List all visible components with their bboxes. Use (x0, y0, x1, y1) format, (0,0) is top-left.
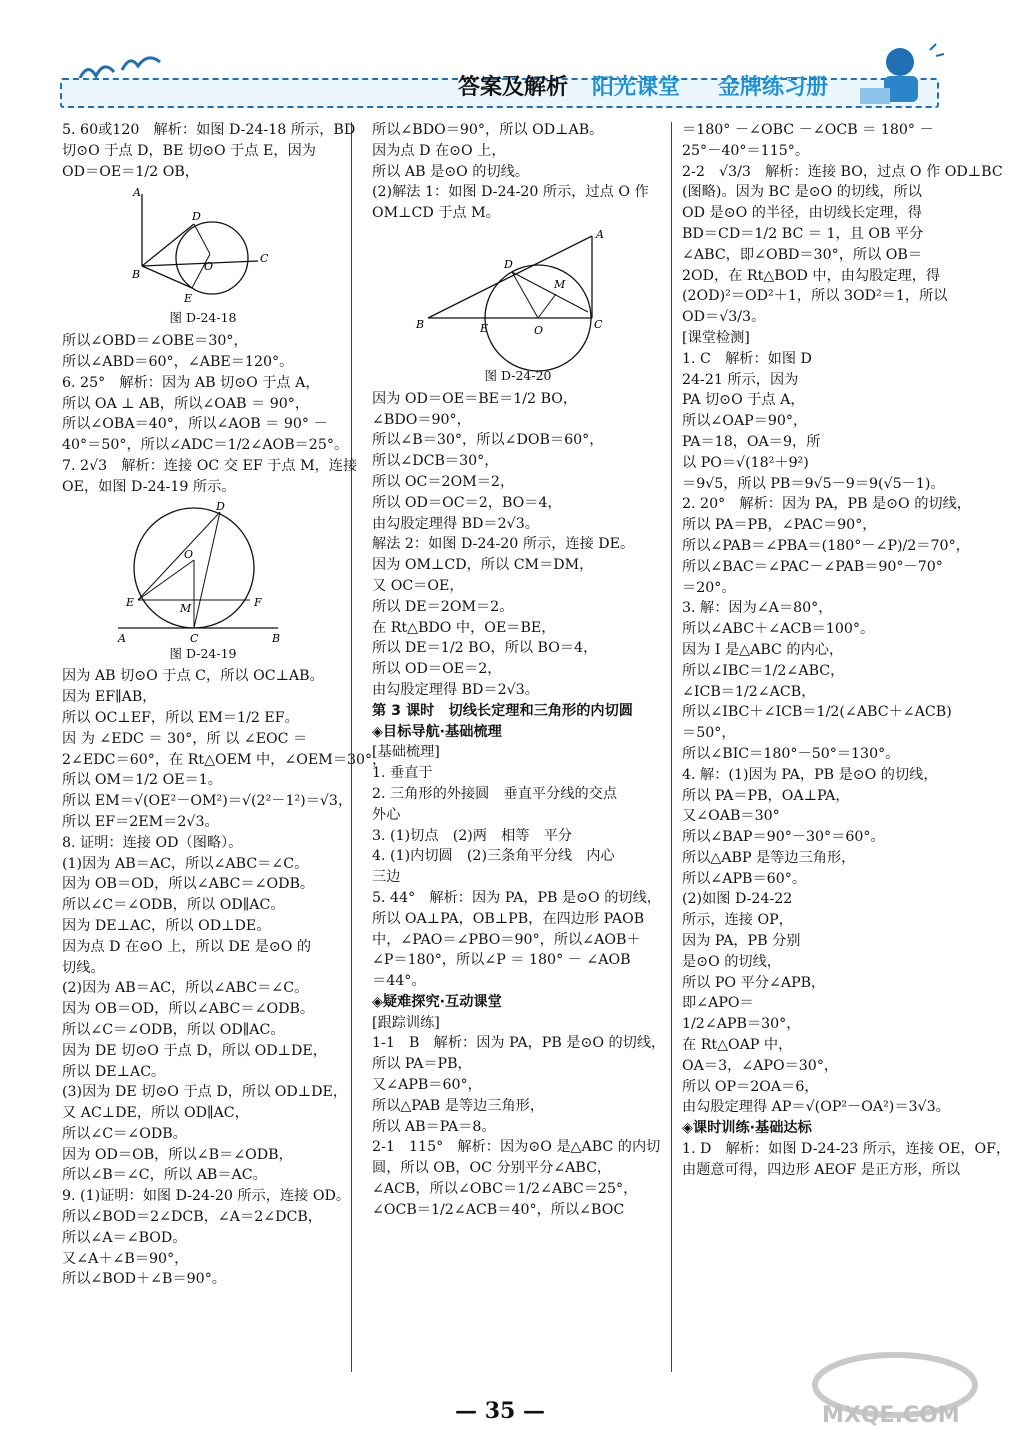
answer-line: 因为点 D 在⊙O 上，所以 DE 是⊙O 的 (62, 938, 312, 955)
answer-line: 所以 PA＝PB，∠PAC＝90°， (682, 517, 877, 534)
answer-line: (2OD)²＝OD²＋1，所以 3OD²＝1，所以 (682, 288, 948, 305)
figure-point-label: B (132, 268, 141, 282)
answer-line: 所以 OD＝OE＝2， (372, 661, 502, 678)
figure-point-label: D (504, 257, 513, 271)
answer-line: (1)因为 AB＝AC，所以∠ABC＝∠C。 (62, 855, 309, 872)
watermark-logo (800, 1340, 990, 1430)
answer-line: 因为点 D 在⊙O 上， (372, 142, 506, 159)
figure-d-24-19 (62, 499, 344, 665)
answer-line: 所以∠BOD＋∠B＝90°。 (62, 1271, 226, 1288)
answer-line: 切⊙O 于点 D，BE 切⊙O 于点 E，因为 (62, 142, 316, 159)
answer-column-middle (372, 120, 664, 1221)
answer-line: 又 OC＝OE， (372, 577, 464, 594)
answer-line: 所以 OD＝OC＝2，BO＝4， (372, 494, 562, 511)
answer-line: 2. 20° 解析：因为 PA，PB 是⊙O 的切线， (682, 496, 971, 513)
answer-line: 因为 OM⊥CD，所以 CM＝DM， (372, 557, 594, 574)
answer-line: 所以∠A＝∠BOD。 (62, 1229, 187, 1246)
answer-line: 外心 (372, 806, 401, 823)
answer-line: 所以 DE＝2OM＝2。 (372, 598, 514, 615)
answer-line: OD 是⊙O 的半径，由切线长定理，得 (682, 205, 922, 222)
answer-line: ∠ABC，即∠OBD＝30°，所以 OB＝ (682, 246, 923, 263)
figure-d-24-18 (62, 186, 344, 329)
answer-line: 所以∠BOD＝2∠DCB，∠A＝2∠DCB， (62, 1209, 322, 1226)
answer-line: 所以 AB＝PA＝8。 (372, 1118, 496, 1135)
answer-line: 因为 AB 切⊙O 于点 C，所以 OC⊥AB。 (62, 668, 324, 685)
answer-line: 7. 2√3 解析：连接 OC 交 EF 于点 M，连接 (62, 457, 358, 474)
answer-line: 2OD，在 Rt△BOD 中，由勾股定理，得 (682, 267, 941, 284)
answer-line: 所以 OA ⊥ AB，所以∠OAB ＝ 90°， (62, 395, 310, 412)
column-divider-1 (351, 122, 352, 1372)
figure-point-label: E (184, 292, 193, 306)
figure-point-label: B (272, 631, 281, 645)
column-divider-2 (671, 122, 672, 1372)
answer-line: 因为 PA，PB 分别 (682, 933, 801, 950)
answer-line: 所以 EF＝2EM＝2√3。 (62, 813, 219, 830)
answer-line: 25°－40°＝115°。 (682, 142, 810, 159)
figure-caption: 图 D-24-20 (484, 367, 552, 383)
answer-line: ＝9√5，所以 PB＝9√5－9＝9(√5－1)。 (682, 475, 945, 492)
answer-line: ∠OCB＝1/2∠ACB＝40°，所以∠BOC (372, 1201, 625, 1218)
answer-line: 在 Rt△OAP 中， (682, 1037, 793, 1054)
answer-line: 以 PO＝√(18²＋9²) (682, 454, 809, 471)
figure-point-label: O (204, 260, 214, 274)
answer-line: PA 切⊙O 于点 A， (682, 392, 805, 409)
figure-point-label: E (126, 595, 135, 609)
answer-line: 又 AC⊥DE，所以 OD∥AC， (62, 1105, 249, 1122)
answer-line: 9. (1)证明：如图 D-24-20 所示，连接 OD。 (62, 1188, 351, 1205)
figure-point-label: D (192, 210, 201, 224)
answer-line: (2)如图 D-24-22 (682, 891, 793, 908)
answer-line: 40°＝50°，所以∠ADC＝1/2∠AOB＝25°。 (62, 437, 349, 454)
answer-line: 3. 解：因为∠A＝80°， (682, 600, 833, 617)
answer-line: 所以∠PAB＝∠PBA＝(180°－∠P)/2＝70°， (682, 537, 970, 554)
answer-line: 因为 DE⊥AC，所以 OD⊥DE。 (62, 917, 271, 934)
answer-line: 所以∠BAC＝∠PAC－∠PAB＝90°－70° (682, 558, 943, 575)
section-heading: ◈疑难探究·互动课堂 (372, 993, 502, 1010)
answer-line: (图略)。因为 BC 是⊙O 的切线，所以 (682, 184, 922, 201)
answer-line: 4. 解：(1)因为 PA，PB 是⊙O 的切线， (682, 766, 938, 783)
answer-line: OE，如图 D-24-19 所示。 (62, 478, 236, 495)
answer-line: 所以∠ABD＝60°，∠ABE＝120°。 (62, 353, 294, 370)
answer-line: ∠ICB＝1/2∠ACB， (682, 683, 816, 700)
answer-line: ＝20°。 (682, 579, 736, 596)
answer-line: ＝180° －∠OBC －∠OCB ＝ 180° － (682, 122, 934, 138)
answer-line: 所以 OP＝2OA＝6， (682, 1078, 819, 1095)
answer-line: 所以∠APB＝60°。 (682, 870, 807, 887)
figure-d-24-20 (372, 228, 664, 387)
answer-line: 所以∠BIC＝180°－50°＝130°。 (682, 745, 900, 762)
answer-line: 所以 AB 是⊙O 的切线。 (372, 163, 530, 180)
answer-line: 所以 DE＝1/2 BO，所以 BO＝4， (372, 640, 598, 657)
answer-line: ∠BDO＝90°， (372, 411, 471, 428)
answer-line: 3. (1)切点 (2)两 相等 平分 (372, 827, 573, 844)
answer-column-right (682, 120, 1010, 1181)
answer-line: 由题意可得，四边形 AEOF 是正方形，所以 (682, 1161, 961, 1178)
answer-line: 由勾股定理得 BD＝2√3。 (372, 681, 539, 698)
answer-line: 8. 证明：连接 OD（图略）。 (62, 834, 243, 851)
answer-line: 三边 (372, 869, 401, 886)
answer-line: 2-1 115° 解析：因为⊙O 是△ABC 的内切 (372, 1139, 661, 1156)
answer-line: 因为 DE 切⊙O 于点 D，所以 OD⊥DE， (62, 1042, 327, 1059)
answer-line: 中，∠PAO＝∠PBO＝90°，所以∠AOB＋ (372, 931, 641, 948)
page-number: — 35 — (455, 1398, 545, 1424)
answer-line: OD＝OE＝1/2 OB， (62, 163, 199, 180)
answer-line: 所以∠C＝∠ODB，所以 OD∥AC。 (62, 1021, 285, 1038)
figure-caption: 图 D-24-18 (169, 310, 237, 326)
answer-line: 所以∠C＝∠ODB。 (62, 1125, 187, 1142)
answer-line: 因 为 ∠EDC ＝ 30°，所 以 ∠EOC ＝ (62, 730, 308, 747)
answer-line: OM⊥CD 于点 M。 (372, 205, 500, 222)
answer-line: 又∠APB＝60°， (372, 1077, 482, 1094)
answer-line: 所以∠B＝∠C，所以 AB＝AC。 (62, 1167, 267, 1184)
header-subtitle: 金牌练习册 (718, 75, 829, 100)
figure-point-label: C (190, 631, 199, 645)
answer-line: ∠P＝180°，所以∠P ＝ 180° － ∠AOB (372, 952, 631, 969)
answer-line: OA＝3，∠APO＝30°， (682, 1057, 839, 1074)
answer-line: 因为 OB＝OD，所以∠ABC＝∠ODB。 (62, 1001, 315, 1018)
answer-line: (2)解法 1：如图 D-24-20 所示，过点 O 作 (372, 184, 649, 201)
answer-line: 所以 OA⊥PA，OB⊥PB，在四边形 PAOB (372, 910, 645, 927)
answer-line: 切线。 (62, 959, 105, 976)
answer-line: [课堂检测] (682, 329, 750, 346)
figure-caption: 图 D-24-19 (169, 645, 237, 661)
answer-line: 1. D 解析：如图 D-24-23 所示，连接 OE，OF， (682, 1141, 1010, 1158)
figure-point-label: F (254, 595, 262, 609)
answer-line: 所以△ABP 是等边三角形， (682, 849, 856, 866)
answer-line: 所以∠ABC＋∠ACB＝100°。 (682, 621, 875, 638)
figure-point-label: D (216, 499, 225, 513)
answer-line: ＝50°， (682, 725, 736, 742)
answer-line: 所以 PA＝PB，OA⊥PA， (682, 787, 850, 804)
figure-point-label: E (480, 321, 489, 335)
answer-line: 是⊙O 的切线， (682, 953, 781, 970)
answer-line: 所以∠IBC＋∠ICB＝1/2(∠ABC＋∠ACB) (682, 704, 952, 721)
section-heading: ◈目标导航·基础梳理 (372, 723, 502, 740)
answer-line: 即∠APO＝ (682, 995, 754, 1012)
answer-line: 所以 OC⊥EF，所以 EM＝1/2 EF。 (62, 709, 299, 726)
figure-point-label: B (416, 317, 425, 331)
answer-line: [基础梳理] (372, 744, 440, 761)
answer-line: 所以∠C＝∠ODB，所以 OD∥AC。 (62, 897, 285, 914)
section-heading: ◈课时训练·基础达标 (682, 1120, 812, 1137)
answer-line: 2. 三角形的外接圆 垂直平分线的交点 (372, 785, 618, 802)
answer-line: 所以∠OBD＝∠OBE＝30°， (62, 333, 248, 350)
answer-line: 又∠A＋∠B＝90°， (62, 1250, 189, 1267)
answer-line: PA＝18，OA＝9，所 (682, 433, 821, 450)
answer-line: 所以∠IBC＝1/2∠ABC， (682, 662, 845, 679)
answer-line: 所以△PAB 是等边三角形， (372, 1097, 545, 1114)
figure-point-label: M (180, 601, 192, 615)
answer-line: 所示，连接 OP， (682, 912, 793, 929)
answer-line: 所以 OC＝2OM＝2， (372, 473, 515, 490)
answer-line: 24-21 所示，因为 (682, 371, 799, 388)
answer-line: 所以∠DCB＝30°， (372, 453, 499, 470)
answer-line: 5. 60或120 解析：如图 D-24-18 所示，BD (62, 122, 356, 138)
svg-text:MXQE.COM: MXQE.COM (822, 1403, 960, 1428)
answer-line: 6. 25° 解析：因为 AB 切⊙O 于点 A， (62, 374, 320, 391)
answer-line: 所以 PA＝PB， (372, 1056, 472, 1073)
answer-line: BD＝CD＝1/2 BC ＝ 1，且 OB 平分 (682, 225, 924, 242)
figure-point-label: M (554, 277, 566, 291)
answer-line: 所以 OM＝1/2 OE＝1。 (62, 772, 222, 789)
answer-line: 解法 2：如图 D-24-20 所示，连接 DE。 (372, 536, 635, 553)
answer-line: 因为 OB＝OD，所以∠ABC＝∠ODB。 (62, 876, 315, 893)
answer-line: 2∠EDC＝60°，在 Rt△OEM 中，∠OEM＝30°， (62, 751, 387, 768)
figure-point-label: A (596, 227, 604, 241)
answer-line: 1-1 B 解析：因为 PA，PB 是⊙O 的切线， (372, 1035, 666, 1052)
answer-line: 又∠OAB＝30° (682, 808, 780, 825)
answer-line: 1. C 解析：如图 D (682, 350, 812, 367)
header-answer-title: 答案及解析 (458, 75, 569, 100)
answer-line: 圆，所以 OB，OC 分别平分∠ABC， (372, 1160, 612, 1177)
answer-line: 由勾股定理得 BD＝2√3。 (372, 515, 539, 532)
answer-line: 因为 EF∥AB， (62, 689, 157, 706)
reader-illustration-icon (840, 40, 950, 110)
answer-line: 1/2∠APB＝30°， (682, 1016, 801, 1033)
page-header (0, 0, 1000, 118)
answer-line: 由勾股定理得 AP＝√(OP²－OA²)＝3√3。 (682, 1099, 950, 1116)
answer-line: ∠ACB，所以∠OBC＝1/2∠ABC＝25°， (372, 1181, 638, 1198)
answer-line: 所以 EM＝√(OE²－OM²)＝√(2²－1²)＝√3， (62, 793, 353, 810)
answer-line: (3)因为 DE 切⊙O 于点 D，所以 OD⊥DE， (62, 1084, 348, 1101)
answer-line: 所以∠OBA＝40°，所以∠AOB ＝ 90° － (62, 416, 328, 433)
answer-line: [跟踪训练] (372, 1014, 440, 1031)
answer-line: 1. 垂直于 (372, 765, 433, 782)
answer-line: 因为 I 是△ABC 的内心， (682, 641, 844, 658)
answer-line: OD＝√3/3。 (682, 309, 766, 326)
header-brand: 阳光课堂 (592, 75, 681, 100)
answer-line: 所以∠BAP＝90°－30°＝60°。 (682, 829, 885, 846)
figure-point-label: C (260, 252, 269, 266)
answer-line: (2)因为 AB＝AC，所以∠ABC＝∠C。 (62, 980, 309, 997)
answer-line: 在 Rt△BDO 中，OE＝BE， (372, 619, 556, 636)
figure-point-label: O (184, 547, 194, 561)
answer-line: 所以∠OAP＝90°， (682, 413, 808, 430)
figure-point-label: O (534, 323, 544, 337)
figure-point-label: A (133, 186, 141, 200)
answer-line: 所以∠B＝30°，所以∠DOB＝60°， (372, 432, 604, 449)
answer-line: 2-2 √3/3 解析：连接 BO，过点 O 作 OD⊥BC (682, 163, 1003, 180)
figure-point-label: A (118, 631, 126, 645)
answer-line: 4. (1)内切圆 (2)三条角平分线 内心 (372, 848, 615, 865)
answer-line: 所以∠BDO＝90°，所以 OD⊥AB。 (372, 122, 604, 138)
answer-line: ＝44°。 (372, 973, 426, 990)
answer-line: 因为 OD＝OE＝BE＝1/2 BO， (372, 390, 578, 407)
section-heading: 第 3 课时 切线长定理和三角形的内切圆 (372, 702, 633, 719)
figure-point-label: C (594, 317, 603, 331)
answer-line: 所以 DE⊥AC。 (62, 1063, 166, 1080)
answer-line: 所以 PO 平分∠APB， (682, 974, 826, 991)
answer-line: 因为 OD＝OB，所以∠B＝∠ODB， (62, 1146, 293, 1163)
answer-line: 5. 44° 解析：因为 PA，PB 是⊙O 的切线， (372, 889, 661, 906)
